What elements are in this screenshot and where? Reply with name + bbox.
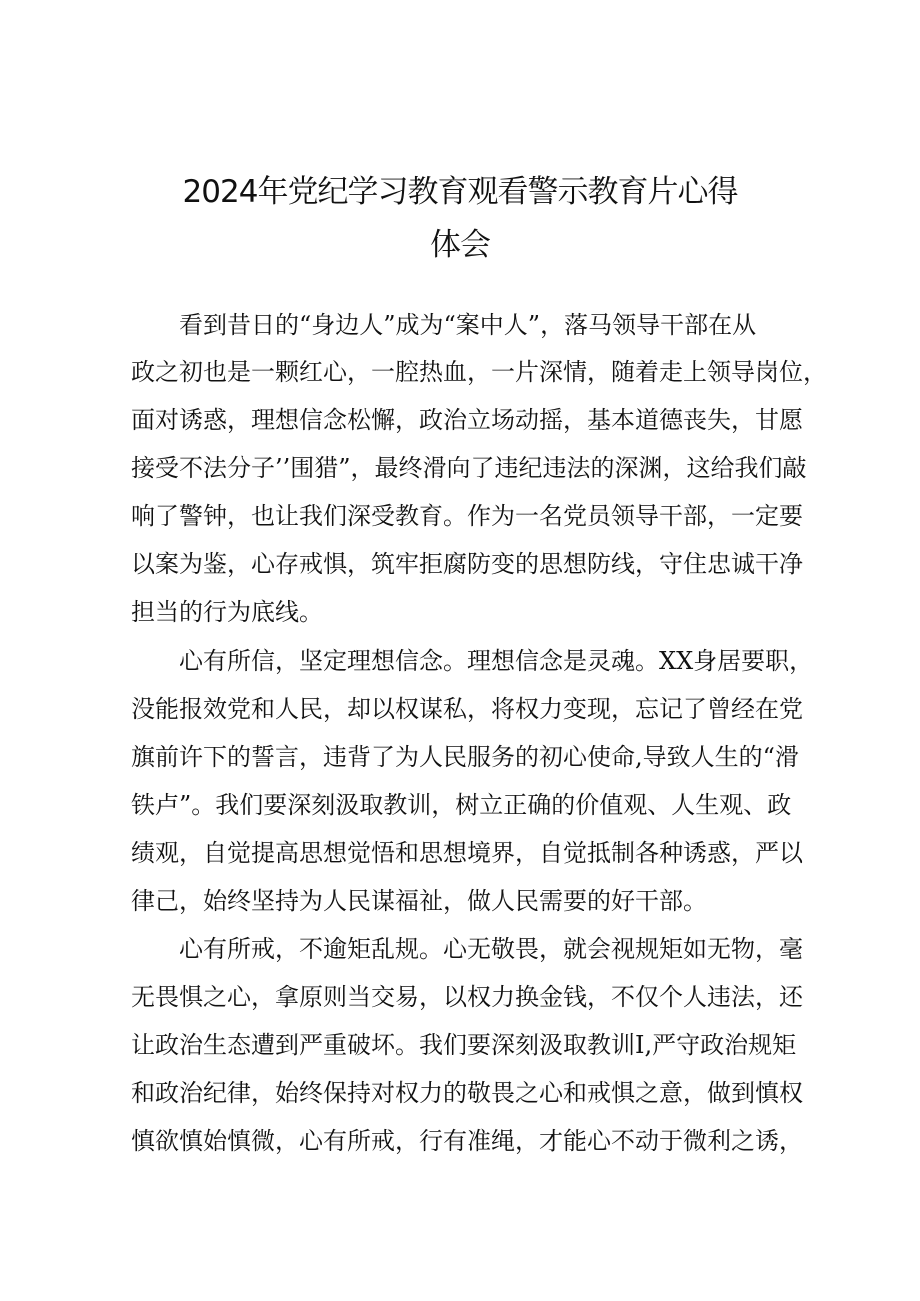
paragraph-2-line-2: 没能报效党和人民，却以权谋私，将权力变现，忘记了曾经在党 xyxy=(131,695,803,723)
paragraph-1-line-2: 政之初也是一颗红心，一腔热血，一片深情，随着走上领导岗位， xyxy=(131,358,827,386)
paragraph-1-line-4: 接受不法分子’’围猎”，最终滑向了违纪违法的深渊，这给我们敲 xyxy=(131,454,807,482)
paragraph-1-line-3: 面对诱惑，理想信念松懈，政治立场动摇，基本道德丧失，甘愿 xyxy=(131,406,803,434)
paragraph-2-line-4: 铁卢”。我们要深刻汲取教训，树立正确的价值观、人生观、政 xyxy=(131,791,792,819)
paragraph-3-line-3: 让政治生态遭到严重破坏。我们要深刻汲取教训I,严守政治规矩 xyxy=(131,1031,797,1059)
paragraph-1-line-5: 响了警钟，也让我们深受教育。作为一名党员领导干部，一定要 xyxy=(131,502,803,530)
paragraph-2-line-1: 心有所信，坚定理想信念。理想信念是灵魂。XX身居要职， xyxy=(179,647,814,675)
paragraph-2-line-5: 绩观，自觉提高思想觉悟和思想境界，自觉抵制各种诱惑，严以 xyxy=(131,839,803,867)
paragraph-3-line-2: 无畏惧之心，拿原则当交易，以权力换金钱，不仅个人违法，还 xyxy=(131,983,803,1011)
document-title-line-1: 2024年党纪学习教育观看警示教育片心得 xyxy=(182,174,738,210)
paragraph-1-line-1: 看到昔日的“身边人”成为“案中人”，落马领导干部在从 xyxy=(179,311,757,339)
paragraph-2-line-3: 旗前许下的誓言，违背了为人民服务的初心使命,导致人生的“滑 xyxy=(131,743,799,771)
paragraph-1-line-6: 以案为鉴，心存戒惧，筑牢拒腐防变的思想防线，守住忠诚干净 xyxy=(131,550,803,578)
paragraph-1-line-7: 担当的行为底线。 xyxy=(131,598,323,626)
document-title-line-2: 体会 xyxy=(430,227,490,263)
paragraph-3-line-5: 慎欲慎始慎微，心有所戒，行有准绳，才能心不动于微利之诱， xyxy=(131,1127,803,1155)
paragraph-2-line-6: 律己，始终坚持为人民谋福祉，做人民需要的好干部。 xyxy=(131,887,707,915)
paragraph-3-line-1: 心有所戒，不逾矩乱规。心无敬畏，就会视规矩如无物，毫 xyxy=(179,935,803,963)
paragraph-3-line-4: 和政治纪律，始终保持对权力的敬畏之心和戒惧之意，做到慎权 xyxy=(131,1079,803,1107)
